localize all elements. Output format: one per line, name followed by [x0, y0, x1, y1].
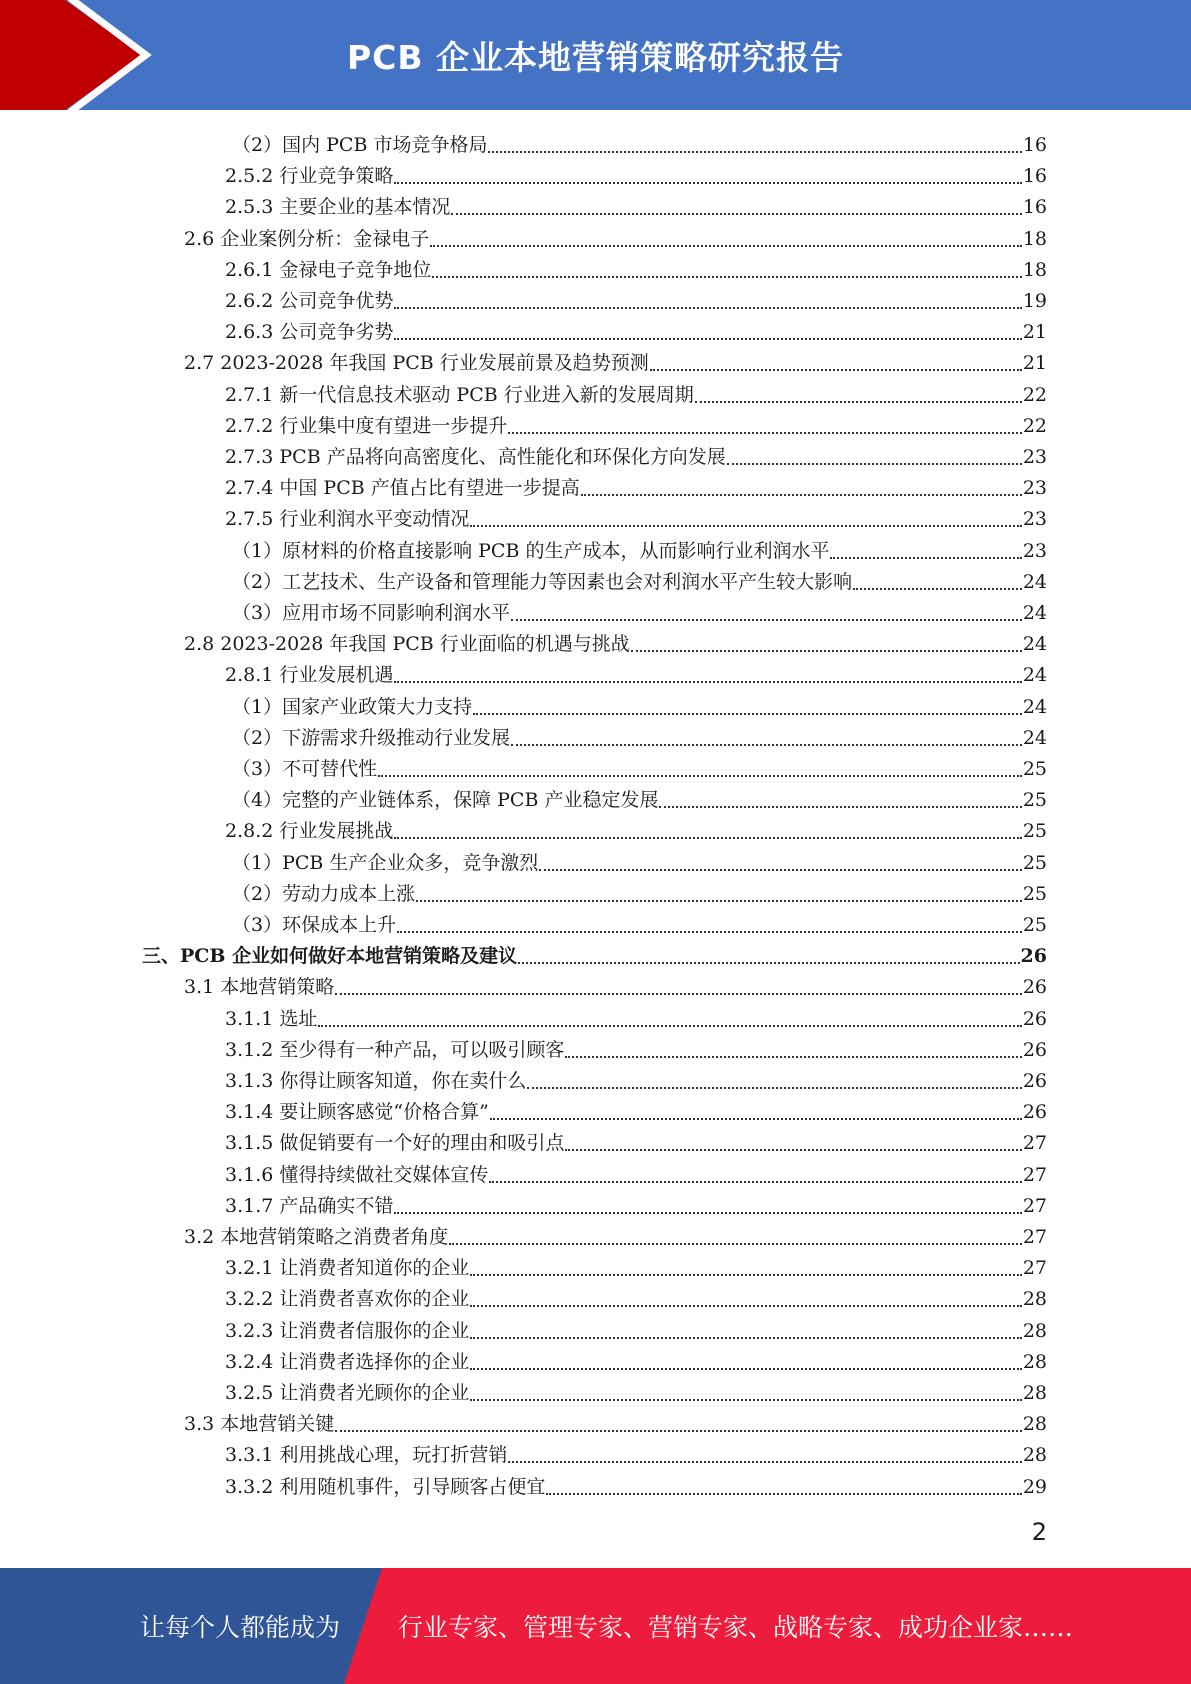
- toc-leader-dots: [581, 494, 1022, 496]
- toc-leader-dots: [394, 307, 1021, 309]
- toc-entry[interactable]: [232, 594, 1047, 625]
- toc-leader-dots: [659, 806, 1021, 808]
- toc-entry-title: （3）环保成本上升: [232, 914, 397, 936]
- footer-band: [0, 1568, 1191, 1684]
- toc-entry-page: 26: [1022, 1007, 1047, 1030]
- toc-entry-title: 2.7.3 PCB 产品将向高密度化、高性能化和环保化方向发展: [225, 446, 726, 468]
- toc-entry[interactable]: [225, 812, 1047, 843]
- toc-entry-title: 3.2.5 让消费者光顾你的企业: [225, 1382, 470, 1404]
- toc-entry-page: 28: [1022, 1413, 1047, 1436]
- toc-entry-page: 25: [1022, 820, 1047, 843]
- toc-entry-title: 3.1.7 产品确实不错: [225, 1194, 394, 1217]
- toc-entry-page: 27: [1022, 1257, 1047, 1280]
- toc-entry-title: 2.6.2 公司竞争优势: [225, 290, 394, 312]
- toc-leader-dots: [394, 681, 1021, 683]
- toc-entry[interactable]: [225, 1249, 1047, 1280]
- toc-leader-dots: [527, 1087, 1021, 1089]
- toc-leader-dots: [727, 463, 1022, 465]
- toc-entry-title: 2.8.2 行业发展挑战: [225, 820, 394, 843]
- toc-entry[interactable]: [184, 220, 1047, 251]
- toc-entry[interactable]: [184, 344, 1047, 375]
- toc-leader-dots: [470, 1337, 1021, 1339]
- toc-entry[interactable]: [225, 1343, 1047, 1374]
- toc-entry-page: 25: [1022, 851, 1047, 874]
- toc-entry-title: （3）应用市场不同影响利润水平: [232, 602, 511, 624]
- toc-entry-title: 三、PCB 企业如何做好本地营销策略及建议: [142, 945, 518, 968]
- toc-entry-title: 3.1.5 做促销要有一个好的理由和吸引点: [225, 1132, 565, 1155]
- toc-entry-title: 3.1.6 懂得持续做社交媒体宣传: [225, 1163, 489, 1186]
- toc-entry[interactable]: [225, 1062, 1047, 1093]
- toc-entry-title: （1）原材料的价格直接影响 PCB 的生产成本，从而影响行业利润水平: [232, 539, 830, 562]
- toc-entry[interactable]: [225, 1436, 1047, 1467]
- toc-entry-page: 21: [1022, 352, 1047, 375]
- toc-entry[interactable]: [225, 656, 1047, 687]
- toc-entry-title: （2）工艺技术、生产设备和管理能力等因素也会对利润水平产生较大影响: [232, 570, 853, 593]
- toc-entry-page: 16: [1022, 134, 1047, 156]
- toc-entry[interactable]: [184, 1218, 1047, 1249]
- toc-entry-page: 28: [1022, 1444, 1047, 1467]
- toc-entry-title: （2）下游需求升级推动行业发展: [232, 726, 511, 749]
- toc-leader-dots: [394, 182, 1021, 184]
- toc-entry-title: 2.8.1 行业发展机遇: [225, 664, 394, 687]
- toc-leader-dots: [511, 619, 1022, 621]
- toc-entry-page: 22: [1022, 383, 1047, 406]
- toc-entry-page: 18: [1022, 258, 1047, 281]
- toc-entry[interactable]: [232, 719, 1047, 750]
- toc-entry-title: 2.8 2023-2028 年我国 PCB 行业面临的机遇与挑战: [184, 633, 630, 656]
- toc-leader-dots: [508, 1461, 1021, 1463]
- header-band: [0, 0, 1191, 110]
- toc-entry-title: 3.1.4 要让顾客感觉“价格合算”: [225, 1101, 489, 1124]
- toc-entry-title: （1）国家产业政策大力支持: [232, 695, 473, 718]
- toc-entry-page: 16: [1022, 165, 1047, 188]
- toc-leader-dots: [565, 1149, 1021, 1151]
- toc-leader-dots: [695, 401, 1022, 403]
- toc-leader-dots: [511, 744, 1022, 746]
- toc-leader-dots: [546, 1493, 1021, 1495]
- footer-slogan-right: 行业专家、管理专家、营销专家、战略专家、成功企业家……: [398, 1613, 1074, 1642]
- toc-leader-dots: [489, 1181, 1021, 1183]
- toc-leader-dots: [449, 1243, 1022, 1245]
- toc-entry[interactable]: [232, 750, 1047, 781]
- toc-entry-page: 28: [1022, 1288, 1047, 1311]
- toc-leader-dots: [470, 1305, 1021, 1307]
- toc-entry-page: 25: [1022, 882, 1047, 905]
- toc-entry[interactable]: [225, 251, 1047, 282]
- toc-entry-title: 3.1 本地营销策略: [184, 976, 335, 999]
- toc-entry-title: 2.7.2 行业集中度有望进一步提升: [225, 414, 508, 437]
- toc-entry-page: 22: [1022, 414, 1047, 437]
- toc-leader-dots: [565, 1056, 1021, 1058]
- toc-entry-page: 18: [1022, 227, 1047, 250]
- toc-leader-dots: [470, 1274, 1021, 1276]
- toc-leader-dots: [318, 1025, 1021, 1027]
- toc-leader-dots: [518, 962, 1019, 964]
- toc-entry[interactable]: [184, 968, 1047, 999]
- toc-entry[interactable]: [232, 875, 1047, 906]
- toc-entry-title: 3.3.1 利用挑战心理，玩打折营销: [225, 1444, 508, 1467]
- toc-entry-page: 27: [1022, 1226, 1047, 1248]
- toc-leader-dots: [430, 245, 1022, 247]
- toc-leader-dots: [397, 931, 1022, 933]
- toc-entry-page: 23: [1022, 446, 1047, 468]
- toc-entry-page: 23: [1022, 508, 1047, 531]
- toc-leader-dots: [378, 775, 1022, 777]
- toc-entry-title: 2.6.3 公司竞争劣势: [225, 321, 394, 344]
- toc-leader-dots: [335, 993, 1022, 995]
- toc-entry[interactable]: [225, 1093, 1047, 1124]
- toc-entry[interactable]: [225, 376, 1047, 407]
- toc-entry-page: 27: [1022, 1163, 1047, 1186]
- toc-leader-dots: [470, 1368, 1021, 1370]
- toc-entry-page: 29: [1022, 1475, 1047, 1498]
- toc-entry[interactable]: [225, 1124, 1047, 1155]
- toc-leader-dots: [451, 213, 1021, 215]
- toc-entry[interactable]: [225, 438, 1047, 469]
- toc-entry[interactable]: [232, 906, 1047, 937]
- toc-entry-page: 24: [1022, 602, 1047, 624]
- toc-entry[interactable]: [225, 1000, 1047, 1031]
- toc-leader-dots: [470, 1399, 1021, 1401]
- toc-entry-title: 3.2.1 让消费者知道你的企业: [225, 1257, 470, 1280]
- toc-entry-page: 26: [1022, 1038, 1047, 1061]
- toc-entry-page: 21: [1022, 321, 1047, 344]
- toc-entry-title: 2.7.4 中国 PCB 产值占比有望进一步提高: [225, 477, 580, 500]
- toc-entry-title: 2.6.1 金禄电子竞争地位: [225, 258, 432, 281]
- toc-entry[interactable]: [225, 407, 1047, 438]
- toc-leader-dots: [539, 869, 1021, 871]
- toc-entry-title: （2）劳动力成本上涨: [232, 882, 416, 905]
- toc-entry-title: 2.7 2023-2028 年我国 PCB 行业发展前景及趋势预测: [184, 352, 649, 375]
- toc-entry-title: 2.5.2 行业竞争策略: [225, 165, 394, 188]
- toc-leader-dots: [394, 1212, 1021, 1214]
- toc-leader-dots: [650, 369, 1022, 371]
- toc-entry-page: 24: [1022, 664, 1047, 687]
- toc-entry-page: 24: [1022, 633, 1047, 656]
- toc-entry[interactable]: [225, 313, 1047, 344]
- toc-entry[interactable]: [225, 1156, 1047, 1187]
- toc-entry-page: 23: [1022, 477, 1047, 500]
- toc-entry-page: 27: [1022, 1194, 1047, 1217]
- toc-entry[interactable]: [232, 563, 1047, 594]
- toc-leader-dots: [394, 338, 1021, 340]
- toc-entry-page: 26: [1022, 1070, 1047, 1092]
- toc-entry[interactable]: [232, 126, 1047, 157]
- toc-entry-page: 26: [1020, 945, 1047, 968]
- toc-entry[interactable]: [232, 844, 1047, 875]
- toc-leader-dots: [473, 713, 1022, 715]
- toc-entry-title: 3.2.4 让消费者选择你的企业: [225, 1350, 470, 1373]
- toc-leader-dots: [394, 837, 1021, 839]
- toc-entry-title: 2.6 企业案例分析：金禄电子: [184, 227, 430, 250]
- toc-entry[interactable]: [225, 282, 1047, 313]
- toc-leader-dots: [830, 557, 1021, 559]
- toc-entry-page: 19: [1022, 290, 1047, 312]
- toc-entry[interactable]: [225, 1187, 1047, 1218]
- toc-entry[interactable]: [232, 688, 1047, 719]
- toc-entry-page: 16: [1022, 196, 1047, 219]
- toc-entry[interactable]: [142, 937, 1047, 968]
- toc-entry-title: 3.1.1 选址: [225, 1007, 318, 1030]
- toc-entry[interactable]: [225, 1374, 1047, 1405]
- toc-entry-page: 28: [1022, 1350, 1047, 1373]
- toc-entry-page: 25: [1022, 758, 1047, 780]
- toc-leader-dots: [488, 151, 1021, 153]
- toc-entry-title: 3.1.3 你得让顾客知道，你在卖什么: [225, 1070, 527, 1092]
- toc-entry[interactable]: [232, 781, 1047, 812]
- toc-entry-title: 3.2.2 让消费者喜欢你的企业: [225, 1288, 470, 1311]
- toc-entry-title: 3.1.2 至少得有一种产品，可以吸引顾客: [225, 1038, 565, 1061]
- toc-entry-title: 3.3 本地营销关键: [184, 1413, 335, 1436]
- toc-entry-title: 3.2 本地营销策略之消费者角度: [184, 1226, 449, 1248]
- toc-entry-title: 3.2.3 让消费者信服你的企业: [225, 1319, 470, 1342]
- footer-slogan-left: 让每个人都能成为: [140, 1613, 341, 1642]
- toc-entry-title: （3）不可替代性: [232, 758, 378, 780]
- toc-entry[interactable]: [184, 625, 1047, 656]
- toc-entry[interactable]: [232, 532, 1047, 563]
- toc-leader-dots: [470, 525, 1021, 527]
- toc-entry-page: 28: [1022, 1382, 1047, 1404]
- toc-entry[interactable]: [225, 1312, 1047, 1343]
- toc-entry-page: 24: [1022, 570, 1047, 593]
- toc-entry[interactable]: [225, 188, 1047, 219]
- toc-leader-dots: [631, 650, 1022, 652]
- toc-entry-title: 2.7.5 行业利润水平变动情况: [225, 508, 470, 531]
- toc-entry[interactable]: [184, 1405, 1047, 1436]
- toc-entry-title: （1）PCB 生产企业众多，竞争激烈: [232, 851, 539, 874]
- toc-entry[interactable]: [225, 1468, 1047, 1499]
- toc-entry-page: 23: [1022, 539, 1047, 562]
- toc-entry-page: 25: [1022, 914, 1047, 936]
- toc-entry-page: 26: [1022, 976, 1047, 999]
- toc-entry-page: 26: [1022, 1101, 1047, 1124]
- toc-leader-dots: [508, 432, 1021, 434]
- toc-leader-dots: [416, 900, 1022, 902]
- toc-entry[interactable]: [225, 1031, 1047, 1062]
- toc-leader-dots: [432, 276, 1021, 278]
- toc-leader-dots: [335, 1430, 1022, 1432]
- toc-entry[interactable]: [225, 469, 1047, 500]
- report-title: PCB 企业本地营销策略研究报告: [346, 37, 845, 77]
- toc-entry[interactable]: [225, 1280, 1047, 1311]
- toc-entry-page: 28: [1022, 1319, 1047, 1342]
- toc-entry[interactable]: [225, 500, 1047, 531]
- toc-entry-page: 24: [1022, 726, 1047, 749]
- toc-entry-page: 24: [1022, 695, 1047, 718]
- toc-entry-title: （4）完整的产业链体系，保障 PCB 产业稳定发展: [232, 789, 659, 812]
- toc-entry-page: 25: [1022, 789, 1047, 812]
- toc-entry-title: 2.7.1 新一代信息技术驱动 PCB 行业进入新的发展周期: [225, 383, 694, 406]
- toc-entry-title: 2.5.3 主要企业的基本情况: [225, 196, 451, 219]
- page-number: 2: [1031, 1518, 1047, 1546]
- toc-entry-page: 27: [1022, 1132, 1047, 1155]
- toc-leader-dots: [853, 588, 1022, 590]
- toc-leader-dots: [490, 1118, 1022, 1120]
- toc-entry-title: 3.3.2 利用随机事件，引导顾客占便宜: [225, 1475, 546, 1498]
- toc-entry[interactable]: [225, 157, 1047, 188]
- toc-entry-title: （2）国内 PCB 市场竞争格局: [232, 134, 488, 156]
